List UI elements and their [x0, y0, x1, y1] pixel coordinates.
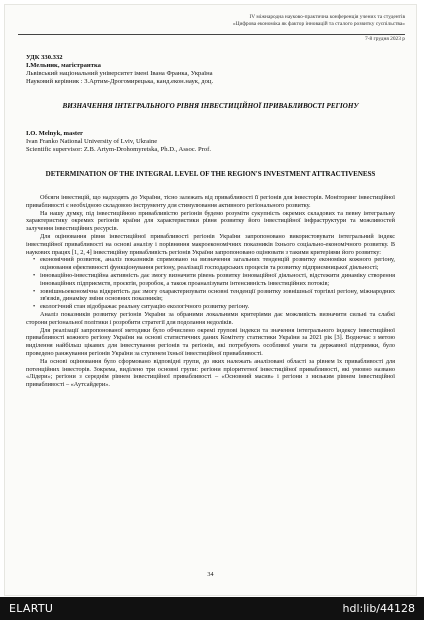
paper-page — [4, 4, 417, 596]
udc-code: УДК 330.332 — [26, 54, 63, 61]
bullet-item: • інноваційно-інвестиційна активність дає змогу визначити рівень розвитку інноваційної діяльності, відстежити динаміку створення інноваційних підприємств, проєктів, розробок, а також проаналізувати інтенсивність інвестиційних потоків; — [26, 272, 395, 288]
bullet-item: • зовнішньоекономічна відкритість дає змогу охарактеризувати основні тенденції розвитку зовнішньої торгівлі регіону, міжнародних зв'язків, динаміку зміни основних показників; — [26, 288, 395, 304]
supervisor-ua: Науковий керівник : З.Артим-Дрогомирецька, канд.екон.наук, доц. — [26, 78, 214, 85]
bullet-item: • екологічний стан відображає реальну ситуацію екологічного розвитку регіону. — [26, 303, 395, 311]
paragraph: Для оцінювання рівня інвестиційної привабливості регіонів України запропоновано використовувати інтегральний індекс інвестиційної привабливості на основі аналізу і порівняння макроекономічних показників їхнього соціально-економічного розвитку. В наукових працях [1, 2, 4] інвестиційну привабливість регіонів України запропоновано оцінювати з такими критеріями його розвитку: — [26, 232, 395, 256]
title-ua: ВИЗНАЧЕННЯ ІНТЕГРАЛЬНОГО РІВНЯ ІНВЕСТИЦІЙНОЇ ПРИВАБЛИВОСТІ РЕГІОНУ — [62, 102, 359, 110]
university-en: Ivan Franko National University of Lviv, Ukraine — [26, 138, 158, 145]
repository-name: ELARTU — [9, 602, 54, 615]
university-ua: Львівський національний університет імені Івана Франка, Україна — [26, 70, 213, 77]
paragraph: На основі оцінювання було сформовано відповідні групи, до яких належать аналізовані області за рівнем їх привабливості для потенційних інвесторів. Зокрема, виділено три основні групи: регіони пріоритетної інвестиційної привабливості, які умовно названо «Лідери»; регіони з середнім рівнем інвестиційної привабливості – «Основний масив» і регіони з низьким рівнем інвестиційної привабливості – «Аутсайдери». — [26, 357, 395, 389]
repository-footer — [0, 597, 424, 620]
title-en: DETERMINATION OF THE INTEGRAL LEVEL OF THE REGION'S INVESTMENT ATTRACTIVENESS — [45, 170, 376, 178]
author-ua: І.Мельник, магістрантка — [26, 62, 101, 69]
conference-header — [145, 14, 405, 28]
paragraph: Для реалізації запропонованої методики було обчислено окремі групові індекси та значення інтегрального індексу інвестиційної привабливості кожного регіону України на основі статистичних даних Комітету статистики України за 2021 рік [3]. Водночас з метою виділення найбільш цікавих для інвестування регіонів та регіонів, які потребують особливої уваги та державної підтримки, було проведено ранжування регіонів України за ступенем їхньої інвестиційної привабливості. — [26, 326, 395, 357]
header-divider — [18, 34, 405, 35]
article-body — [26, 194, 395, 389]
conference-date: 7-8 грудня 2023 р — [364, 36, 405, 42]
conference-header-line2: «Цифрова економіка як фактор інновацій та сталого розвитку суспільства» — [232, 20, 405, 27]
conference-header-line1: IV міжнародна науково-практична конференція учених та студентів — [249, 14, 405, 20]
handle-id: hdl:lib/44128 — [342, 602, 415, 615]
page-number: 34 — [207, 571, 214, 578]
paragraph: На нашу думку, під інвестиційною привабливістю регіонів будемо розуміти сукупність окремих складових та певну інтегральну характеристику окремих регіонів країни для характеристики рівня розвитку його інвестиційної інфраструктури та можливостей залучення інвестиційних ресурсів. — [26, 209, 395, 233]
bullet-item: • економічний розвиток, аналіз показників спрямовано на визначення загальних тенденцій розвитку економіки кожного регіону, оцінювання ефективності функціонування регіону, реалізації господарських процесів та розвитку підприємницької діяльності; — [26, 256, 395, 272]
paragraph: Обсяги інвестицій, що надходять до України, тісно залежать від привабливості її регіонів для інвесторів. Моніторинг інвестиційної привабливості є необхідною складовою інструменту для стимулювання активного регіонального розвитку. — [26, 194, 395, 209]
paragraph: Аналіз показників розвитку регіонів України за обраними локальними критеріями дає можливість визначити сильні та слабкі сторони регіональної політики і розробити стратегії для подолання недоліків. — [26, 310, 395, 326]
supervisor-en: Scientific supervisor: Z.B. Artym-Drohomyretska, Ph.D., Assoc. Prof. — [26, 146, 211, 153]
author-en: I.O. Melnyk, master — [26, 130, 83, 137]
